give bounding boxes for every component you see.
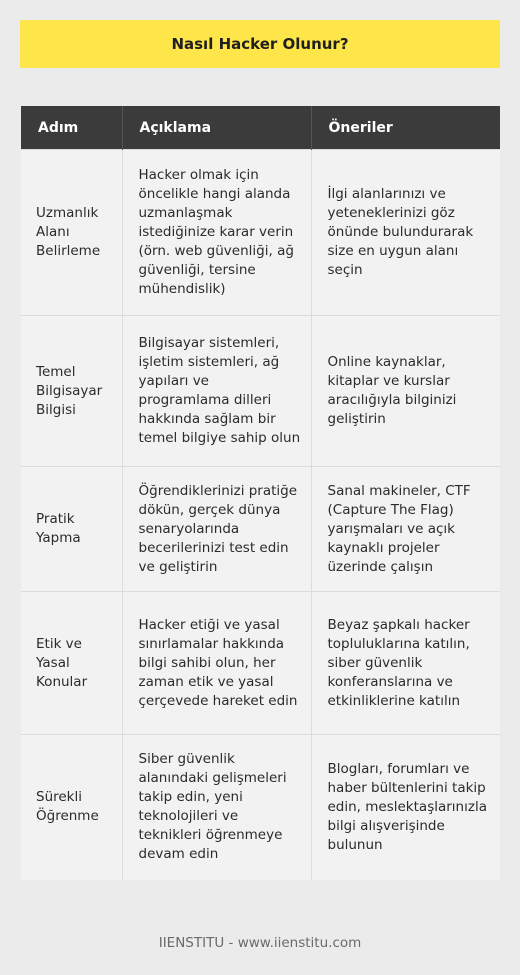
header-description: Açıklama xyxy=(122,106,311,150)
table-row xyxy=(21,316,500,467)
table-row xyxy=(21,467,500,592)
footer-credit: IIENSTITU - www.iienstitu.com xyxy=(158,935,362,951)
advice-cell: Sanal makineler, CTF (Capture The Flag) yarışmaları ve açık kaynaklı projeler üzerinde çalışın xyxy=(311,467,500,592)
advice-cell: Beyaz şapkalı hacker topluluklarına katılın, siber güvenlik konferanslarına ve etkinliklerine katılın xyxy=(311,592,500,735)
step-cell: Temel Bilgisayar Bilgisi xyxy=(21,316,122,467)
description-cell: Öğrendiklerinizi pratiğe dökün, gerçek dünya senaryolarında becerilerinizi test edin ve geliştirin xyxy=(122,467,311,592)
page-title-text: Nasıl Hacker Olunur? xyxy=(171,35,349,53)
advice-cell: Blogları, forumları ve haber bültenlerini takip edin, meslektaşlarınızla bilgi alışverişinde bulunun xyxy=(311,735,500,880)
header-step: Adım xyxy=(21,106,122,150)
table-row xyxy=(21,150,500,316)
step-cell: Sürekli Öğrenme xyxy=(21,735,122,880)
step-cell: Uzmanlık Alanı Belirleme xyxy=(21,150,122,316)
step-cell: Pratik Yapma xyxy=(21,467,122,592)
step-cell: Etik ve Yasal Konular xyxy=(21,592,122,735)
steps-table xyxy=(21,106,500,880)
description-cell: Siber güvenlik alanındaki gelişmeleri takip edin, yeni teknolojileri ve teknikleri öğrenmeye devam edin xyxy=(122,735,311,880)
header-advice: Öneriler xyxy=(311,106,500,150)
page-title xyxy=(20,20,500,68)
description-cell: Bilgisayar sistemleri, işletim sistemleri, ağ yapıları ve programlama dilleri hakkında sağlam bir temel bilgiye sahip olun xyxy=(122,316,311,467)
advice-cell: Online kaynaklar, kitaplar ve kurslar aracılığıyla bilginizi geliştirin xyxy=(311,316,500,467)
table-row xyxy=(21,592,500,735)
table-header xyxy=(21,106,500,150)
table-row xyxy=(21,735,500,880)
description-cell: Hacker olmak için öncelikle hangi alanda uzmanlaşmak istediğinize karar verin (örn. web güvenliği, ağ güvenliği, tersine mühendislik) xyxy=(122,150,311,316)
description-cell: Hacker etiği ve yasal sınırlamalar hakkında bilgi sahibi olun, her zaman etik ve yasal çerçevede hareket edin xyxy=(122,592,311,735)
advice-cell: İlgi alanlarınızı ve yeteneklerinizi göz önünde bulundurarak size en uygun alanı seçin xyxy=(311,150,500,316)
